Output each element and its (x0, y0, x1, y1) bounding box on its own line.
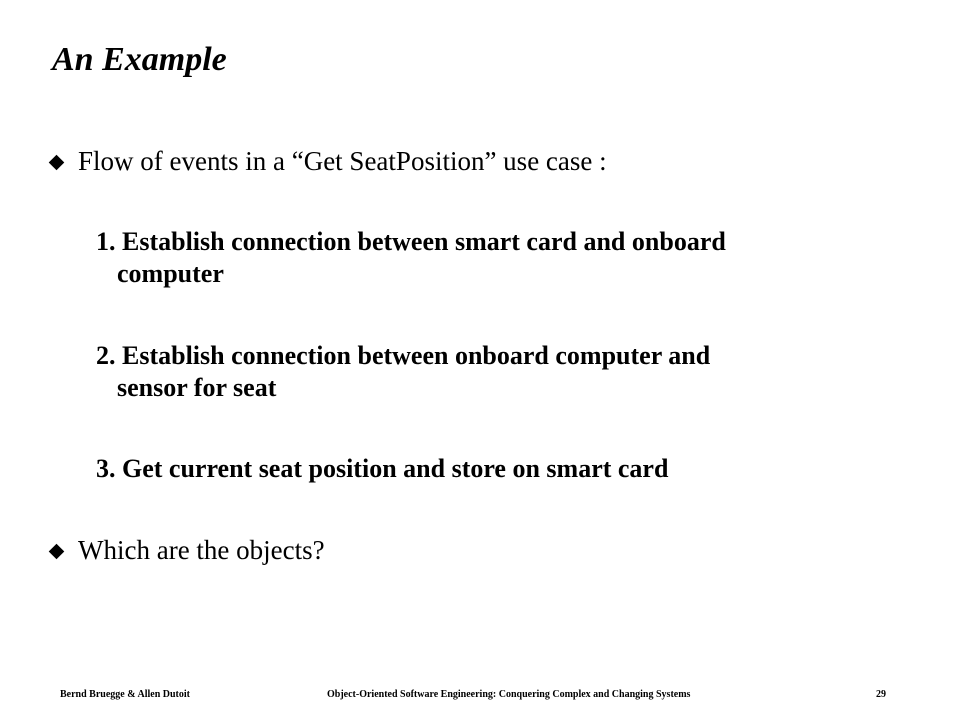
footer-book-title: Object-Oriented Software Engineering: Conquering Complex and Changing Systems (327, 689, 691, 700)
step-1-line-2: computer (117, 259, 224, 288)
diamond-bullet-icon (49, 155, 65, 171)
slide-title: An Example (52, 41, 227, 78)
bullet-text: Flow of events in a “Get SeatPosition” use case : (78, 146, 607, 176)
step-1 (96, 226, 726, 290)
step-3 (96, 453, 668, 485)
footer-page-number: 29 (876, 689, 886, 700)
footer-authors: Bernd Bruegge & Allen Dutoit (60, 689, 190, 700)
bullet-text: Which are the objects? (78, 535, 325, 565)
step-2-line-1: 2. Establish connection between onboard computer and (96, 341, 711, 370)
step-2-line-2: sensor for seat (117, 373, 277, 402)
step-2 (96, 340, 710, 404)
diamond-bullet-icon (49, 544, 65, 560)
step-3-line-1: 3. Get current seat position and store on smart card (96, 454, 669, 483)
step-1-line-1: 1. Establish connection between smart card and onboard (96, 227, 726, 256)
